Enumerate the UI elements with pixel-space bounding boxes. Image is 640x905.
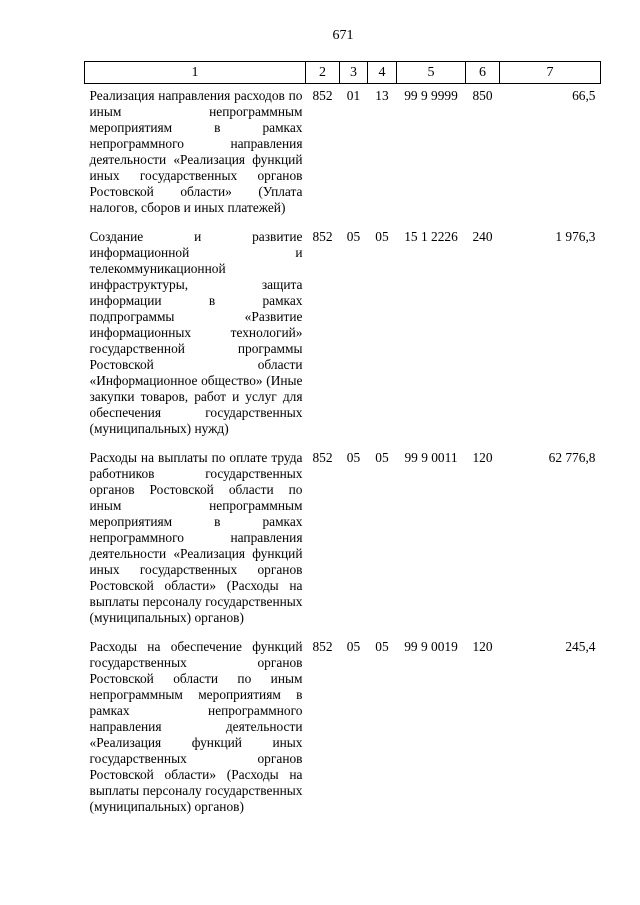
table-row [85, 225, 601, 446]
row-description: Создание и развитие информационной и телекоммуникационной инфраструктуры, защита информации в рамках подпрограммы «Развитие информационных технологий» государственной программы Ростовской области «Информационное общество» (Иные закупки товаров, работ и услуг для обеспечения государственных (муниципальных) нужд) [89, 229, 303, 436]
column-header-7: 7 [500, 62, 601, 84]
row-code-5: 99 9 0011 [404, 450, 458, 465]
budget-table [84, 61, 601, 824]
column-header-2: 2 [306, 62, 340, 84]
row-amount: 66,5 [572, 88, 596, 103]
row-code-2: 852 [312, 639, 333, 654]
column-header-5: 5 [397, 62, 466, 84]
row-description: Расходы на обеспечение функций государственных органов Ростовской области по иным непрограммным мероприятиям в рамках непрограммного направления деятельности «Реализация функций иных государственных органов Ростовской области» (Расходы на выплаты персоналу государственных (муниципальных) органов) [89, 639, 303, 814]
row-code-2: 852 [312, 229, 333, 244]
row-code-6: 120 [472, 639, 493, 654]
table-header-row [85, 62, 601, 84]
column-header-1: 1 [85, 62, 306, 84]
row-code-3: 05 [346, 639, 361, 654]
row-code-5: 99 9 0019 [404, 639, 458, 654]
row-code-5: 15 1 2226 [404, 229, 458, 244]
row-code-4: 05 [375, 229, 389, 244]
row-code-4: 13 [375, 88, 389, 103]
row-code-2: 852 [312, 88, 333, 103]
row-code-3: 01 [346, 88, 361, 103]
row-code-3: 05 [346, 450, 361, 465]
table-row [85, 84, 601, 226]
row-amount: 1 976,3 [555, 229, 596, 244]
row-description: Реализация направления расходов по иным непрограммным мероприятиям в рамках непрограммного направления деятельности «Реализация функций иных государственных органов Ростовской области» (Уплата налогов, сборов и иных платежей) [89, 88, 303, 215]
row-description: Расходы на выплаты по оплате труда работников государственных органов Ростовской области по иным непрограммным мероприятиям в рамках непрограммного направления деятельности «Реализация функций иных государственных органов Ростовской области» (Расходы на выплаты персоналу государственных (муниципальных) органов) [89, 450, 303, 625]
column-header-6: 6 [466, 62, 500, 84]
row-code-3: 05 [346, 229, 361, 244]
column-header-3: 3 [340, 62, 368, 84]
table-row [85, 635, 601, 824]
row-code-6: 120 [472, 450, 493, 465]
row-amount: 62 776,8 [548, 450, 596, 465]
row-code-5: 99 9 9999 [404, 88, 458, 103]
row-code-6: 850 [472, 88, 493, 103]
row-code-2: 852 [312, 450, 333, 465]
page-number: 671 [332, 28, 354, 43]
column-header-4: 4 [368, 62, 397, 84]
row-code-4: 05 [375, 639, 389, 654]
row-code-6: 240 [472, 229, 493, 244]
table-row [85, 446, 601, 635]
row-code-4: 05 [375, 450, 389, 465]
row-amount: 245,4 [565, 639, 596, 654]
